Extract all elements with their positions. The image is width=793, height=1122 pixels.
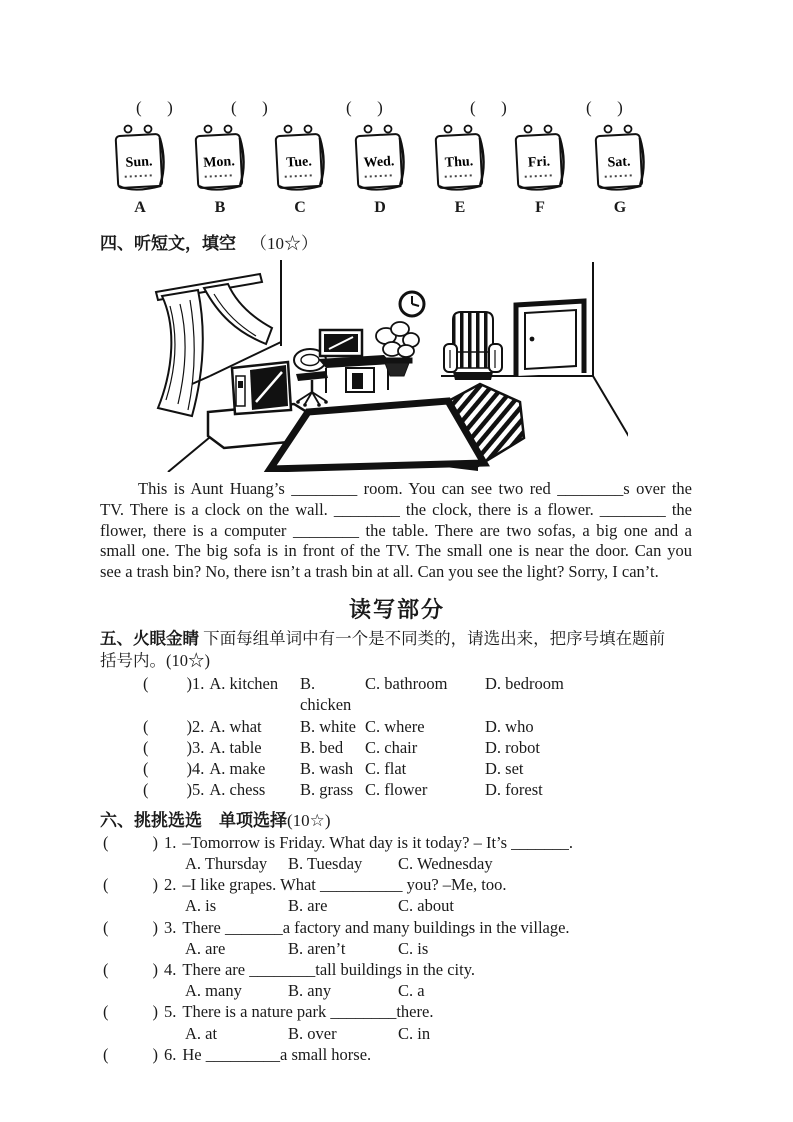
option-c[interactable]: C. is	[398, 938, 429, 958]
svg-text:Tue.: Tue.	[285, 154, 313, 171]
answer-paren[interactable]: ( )	[143, 716, 192, 736]
section4-score: （10☆）	[250, 234, 318, 253]
question-row: ( ) 6. He _________a small horse.	[103, 1044, 372, 1064]
section4-header	[100, 229, 694, 254]
weekday-card	[428, 122, 492, 217]
weekday-answer-row	[100, 98, 694, 120]
option-a[interactable]: A. at	[185, 1023, 218, 1043]
option-c[interactable]: C. in	[398, 1023, 431, 1043]
answer-paren[interactable]: ( )	[103, 875, 158, 895]
weekday-card	[348, 122, 412, 217]
section6-score: (10☆)	[287, 810, 331, 830]
svg-text:Wed.: Wed.	[363, 154, 395, 171]
option-a[interactable]: A. are	[185, 938, 226, 958]
answer-paren[interactable]: ( )	[103, 1002, 158, 1022]
passage-line: small one. The big sofa is in front of the TV. The small one is near the door. Can you	[100, 541, 692, 561]
question-row: ( ) 4. There are ________tall buildings in the city.	[103, 959, 476, 979]
svg-text:Mon.: Mon.	[202, 154, 236, 171]
answer-paren[interactable]: ( )	[103, 917, 158, 937]
option-b[interactable]: B. any	[288, 981, 332, 1001]
answer-paren[interactable]: ( )	[143, 673, 192, 693]
calendar-page-icon	[188, 122, 250, 198]
word-group-row: ( ) 3. A. table B. bed C. chair D. robot	[143, 737, 540, 757]
answer-paren[interactable]: ( )	[103, 959, 158, 979]
weekday-letter: F	[535, 199, 545, 216]
weekday-letter: A	[134, 199, 146, 216]
passage-line: flower, there is a computer ________ the table. There are two sofas, a big one and a	[100, 520, 692, 540]
option-a[interactable]: A. many	[185, 981, 242, 1001]
section5-instruction-cont: 括号内。(10☆)	[100, 650, 210, 670]
answer-paren[interactable]: ( )	[103, 832, 158, 852]
calendar-page-icon	[348, 122, 410, 198]
question-row: ( ) 2. –I like grapes. What __________ you? –Me, too.	[103, 875, 507, 895]
weekday-card	[188, 122, 252, 217]
answer-paren[interactable]: ( )	[346, 98, 383, 117]
answer-paren[interactable]: ( )	[136, 98, 173, 117]
reading-part-title: 读写部分	[348, 596, 445, 622]
room-illustration	[148, 260, 694, 477]
answer-paren[interactable]: ( )	[143, 780, 192, 800]
word-group-list	[100, 673, 694, 801]
options-row	[100, 853, 694, 874]
question-text: –I like grapes. What __________ you? –Me, too.	[182, 875, 507, 895]
worksheet-content	[100, 0, 694, 1065]
weekday-card	[268, 122, 332, 217]
question-row: ( ) 3. There _______a factory and many buildings in the village.	[103, 917, 570, 937]
question-text: –Tomorrow is Friday. What day is it today? – It’s _______.	[182, 832, 574, 852]
option-c[interactable]: C. Wednesday	[398, 853, 493, 873]
option-b[interactable]: B. are	[288, 896, 328, 916]
svg-text:Fri.: Fri.	[527, 154, 551, 171]
passage-line: TV. There is a clock on the wall. ________ the clock, there is a flower. ________ the	[100, 499, 692, 519]
question-text: There is a nature park ________there.	[182, 1002, 434, 1022]
weekday-card	[508, 122, 572, 217]
calendar-page-icon	[428, 122, 490, 198]
section5-header	[100, 628, 694, 672]
passage-line: This is Aunt Huang’s ________ room. You can see two red ________s over the	[138, 479, 692, 498]
section6-title: 六、挑挑选选 单项选择	[100, 810, 287, 830]
section5-title: 五、火眼金睛	[100, 629, 199, 648]
potted-plant	[376, 322, 419, 376]
option-b[interactable]: B. aren’t	[288, 938, 346, 958]
question-text: There are ________tall buildings in the city.	[182, 959, 476, 979]
options-row	[100, 938, 694, 959]
word-group-row: ( ) 5. A. chess B. grass C. flower D. forest	[143, 780, 543, 800]
small-sofa	[444, 312, 502, 380]
options-row	[100, 980, 694, 1001]
section6-header	[100, 806, 694, 831]
weekday-letter: G	[613, 199, 627, 216]
option-a[interactable]: A. Thursday	[185, 853, 268, 873]
question-text: He _________a small horse.	[182, 1044, 372, 1064]
answer-paren[interactable]: ( )	[586, 98, 623, 117]
weekday-letter: D	[374, 199, 386, 216]
word-group-row: ( ) 4. A. make B. wash C. flat D. set	[143, 759, 524, 779]
option-c[interactable]: C. about	[398, 896, 454, 916]
calendar-page-icon	[268, 122, 330, 198]
question-row: ( ) 1. –Tomorrow is Friday. What day is it today? – It’s _______.	[103, 832, 574, 852]
wall-clock-icon	[400, 292, 424, 316]
answer-paren[interactable]: ( )	[143, 737, 192, 757]
question-row: ( ) 5. There is a nature park ________there.	[103, 1002, 434, 1022]
question-text: There _______a factory and many buildings in the village.	[182, 917, 570, 937]
weekday-letter: C	[294, 199, 306, 216]
weekday-letter: B	[214, 199, 226, 216]
multiple-choice-list	[100, 832, 694, 1065]
calendar-page-icon	[588, 122, 650, 198]
answer-paren[interactable]: ( )	[103, 1044, 158, 1064]
living-room-drawing	[148, 260, 628, 472]
office-chair	[294, 349, 328, 407]
listening-passage	[100, 479, 692, 583]
option-b[interactable]: B. Tuesday	[288, 853, 363, 873]
section4-title: 四、听短文，填空	[100, 234, 236, 253]
answer-paren[interactable]: ( )	[231, 98, 268, 117]
weekday-card	[588, 122, 652, 217]
svg-text:Sun.: Sun.	[125, 154, 153, 171]
options-row	[100, 895, 694, 916]
section5-instruction: 下面每组单词中有一个是不同类的，请选出来，把序号填在题前	[203, 628, 666, 648]
answer-paren[interactable]: ( )	[470, 98, 507, 117]
option-a[interactable]: A. is	[185, 896, 217, 916]
options-row	[100, 1023, 694, 1044]
passage-line: see a trash bin? No, there isn’t a trash bin at all. Can you see the light? Sorry, I can’t.	[100, 562, 659, 582]
answer-paren[interactable]: ( )	[143, 759, 192, 779]
word-group-row: ( ) 1. A. kitchen B. chicken C. bathroom D. bedroom	[143, 673, 564, 715]
option-c[interactable]: C. a	[398, 981, 425, 1001]
weekday-card	[108, 122, 172, 217]
weekday-cards-row	[108, 122, 652, 217]
option-b[interactable]: B. over	[288, 1023, 337, 1043]
weekday-letter: E	[454, 199, 466, 216]
door-icon	[516, 301, 584, 376]
calendar-page-icon	[508, 122, 570, 198]
svg-text:Sat.: Sat.	[607, 154, 631, 171]
svg-text:Thu.: Thu.	[444, 154, 474, 171]
calendar-page-icon	[108, 122, 170, 198]
word-group-row: ( ) 2. A. what B. white C. where D. who	[143, 716, 534, 736]
